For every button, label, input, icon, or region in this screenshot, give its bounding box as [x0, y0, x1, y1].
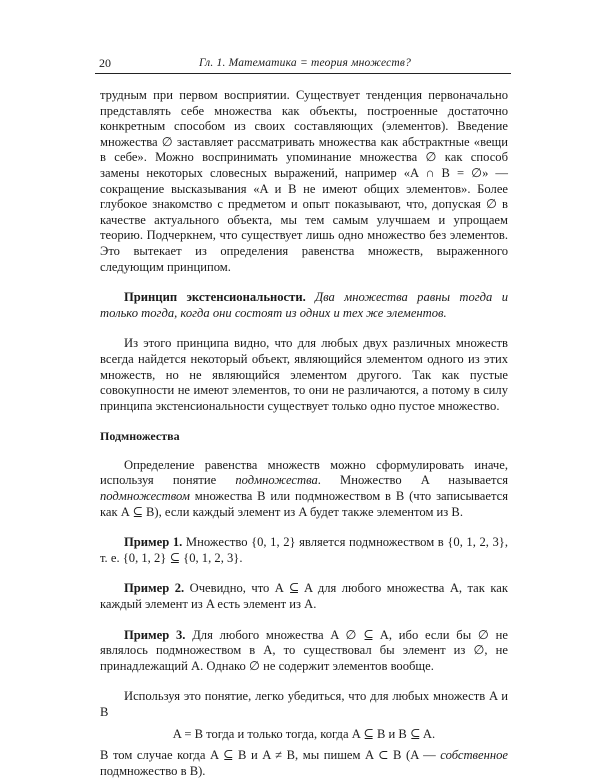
example-2-label: Пример 2.	[124, 581, 185, 596]
section-title: Подмножества	[100, 429, 180, 444]
example-1-label: Пример 1.	[124, 535, 183, 550]
paragraph-proper-subset	[100, 748, 508, 779]
page-body	[100, 88, 508, 779]
subset-def-part-3: множества B или подмножеством в B (что записывается как A ⊆ B), если каждый элемент из A будет также элементом из B.	[100, 489, 508, 519]
subset-def-part-2: . Множество A называется	[317, 473, 508, 488]
example-2-text: Очевидно, что A ⊆ A для любого множества A, так как каждый элемент из A есть элемент из A.	[100, 581, 508, 612]
header-rule	[95, 73, 511, 74]
example-3-text: Для любого множества A ∅ ⊆ A, ибо если бы ∅ не являлось подмножеством в A, то существовал бы элемент из ∅, не принадлежащий A. Однако ∅ не содержит элементов вообще.	[100, 627, 508, 673]
proper-subset-part-1: В том случае когда A ⊆ B и A ≠ B, мы пишем A ⊂ B (A —	[100, 748, 441, 763]
principle-text: Два множества равны тогда и только тогда, когда они состоят из одних и тех же элементов.	[100, 290, 508, 320]
principle-label: Принцип экстенсиональности.	[124, 290, 306, 305]
proper-subset-part-2: подмножество в B).	[100, 763, 206, 778]
example-2	[100, 581, 508, 612]
paragraph-empty-set: трудным при первом восприятии. Существует тенденция первоначально представлять себе множества как объекты, построенные достаточно конкретным способом из своих составляющих (элементов). Введение множества ∅ заставляет рассматривать множества как абстрактные «вещи в себе». Можно воспринимать упоминание множества ∅ как способ замены некоторых словесных выражений, например «A ∩ B = ∅» — сокращение высказывания «A и B не имеют общих элементов». Более глубокое знакомство с предметом и опыт показывают, что, допуская ∅ в качестве актуального объекта, мы тем самым улучшаем и упрощаем теорию. Подчеркнем, что существует лишь одно множество без элементов. Это вытекает из определения равенства множеств, выраженного следующим принципом.	[100, 88, 508, 274]
subset-term-2: подмножеством	[100, 489, 190, 504]
running-title: Гл. 1. Математика = теория множеств?	[199, 57, 412, 69]
running-header	[95, 54, 510, 72]
page-number: 20	[99, 56, 111, 70]
subset-def-part-1: Определение равенства множеств можно сформулировать иначе, используя понятие	[100, 457, 508, 488]
paragraph-equality-intro: Используя это понятие, легко убедиться, что для любых множеств A и B	[100, 689, 508, 719]
example-1	[100, 535, 508, 566]
equality-formula: A = B тогда и только тогда, когда A ⊆ B и B ⊆ A.	[172, 726, 436, 741]
principle-statement	[100, 290, 508, 321]
example-3-label: Пример 3.	[124, 627, 186, 642]
paragraph-principle-consequence: Из этого принципа видно, что для любых двух различных множеств всегда найдется некоторый объект, являющийся элементом одного из этих множеств, но не являющийся элементом другого. Так как пустые совокупности не имеют элементов, то они не различаются, а потому в силу принципа экстенсиональности существует только одно пустое множество.	[100, 336, 508, 413]
subset-term-1: подмножества	[235, 473, 318, 488]
proper-subset-term: собственное	[440, 748, 508, 763]
paragraph-subset-definition	[100, 458, 508, 520]
example-1-text: Множество {0, 1, 2} является подмножеством в {0, 1, 2, 3}, т. е. {0, 1, 2} ⊆ {0, 1, 2, 3}.	[100, 535, 509, 565]
example-3	[100, 628, 508, 675]
